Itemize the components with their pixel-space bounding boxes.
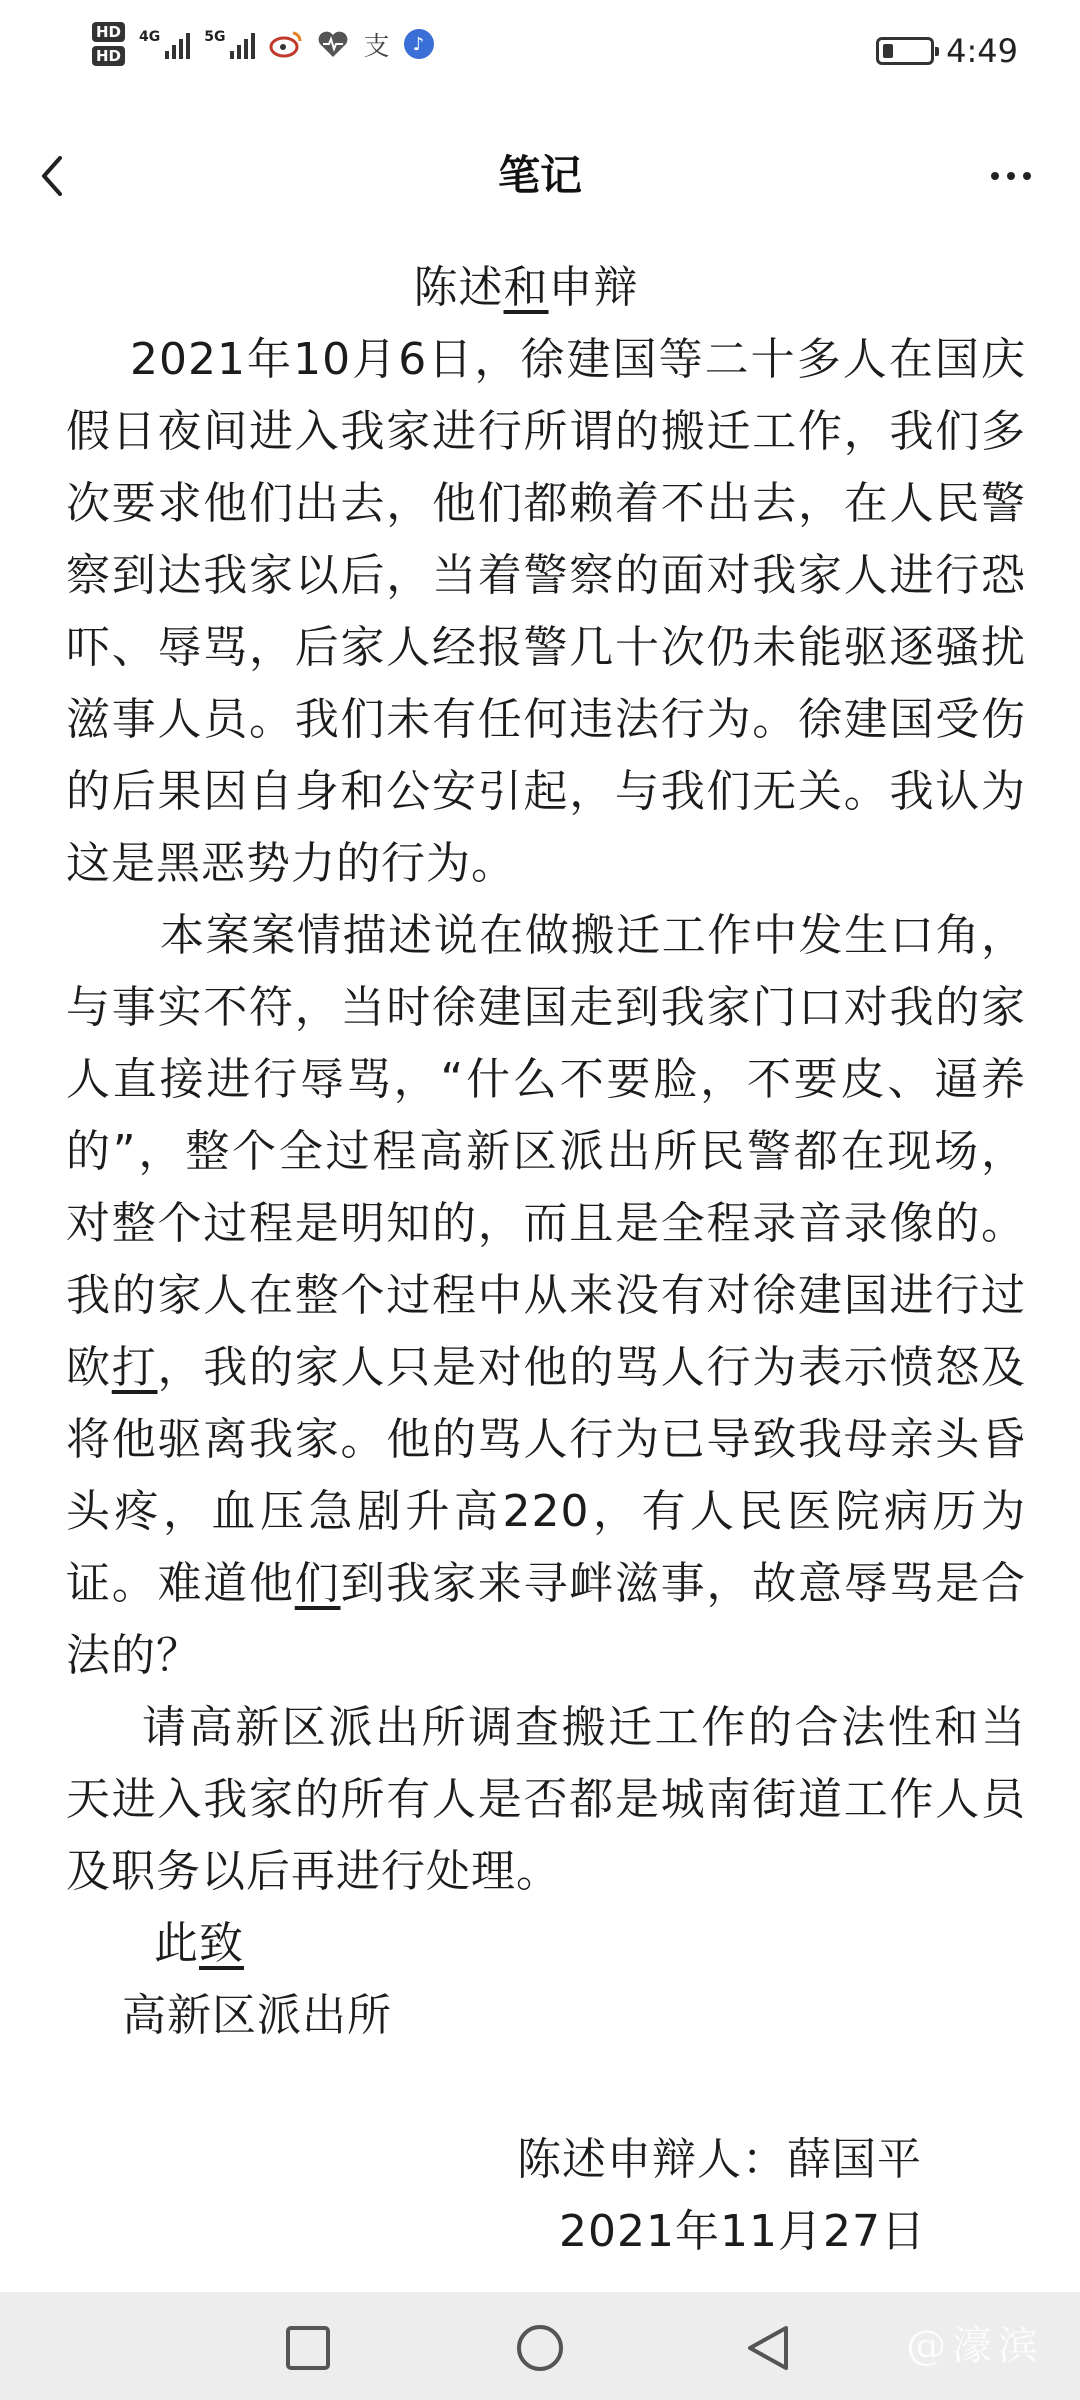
closing-part1: 此 xyxy=(154,1918,199,1969)
alipay-icon: 支 xyxy=(363,31,390,62)
paragraph-2-underlined-2: 们 xyxy=(294,1558,341,1609)
status-time: 4:49 xyxy=(946,32,1018,70)
paragraph-2-part2: ，我的家人只是对他的骂人行为表示愤怒及将他驱离我家。他的骂人行为已导致我母亲头昏头疼，血压急剧升高220，有人民医院病历为证。难道他 xyxy=(66,1342,1026,1609)
document-title-part1: 陈述 xyxy=(413,262,504,313)
recipient: 高新区派出所 xyxy=(122,1990,392,2041)
navigation-bar xyxy=(0,2292,1080,2400)
health-icon xyxy=(317,29,349,59)
paragraph-1: 2021年10月6日，徐建国等二十多人在国庆假日夜间进入我家进行所谓的搬迁工作，我们多次要求他们出去，他们都赖着不出去，在人民警察到达我家以后，当着警察的面对我家人进行恐吓、辱骂，后家人经报警几十次仍未能驱逐骚扰滋事人员。我们未有任何违法行为。徐建国受伤的后果因自身和公安引起，与我们无关。我认为这是黑恶势力的行为。 xyxy=(66,334,1026,889)
nav-back-button[interactable] xyxy=(740,2320,796,2376)
note-content[interactable] xyxy=(66,252,1026,2268)
hd-badge-1: HD xyxy=(92,22,125,42)
signal-5g-icon xyxy=(204,29,255,59)
watermark: @濠滨 xyxy=(906,2323,1044,2369)
square-recent-apps-icon xyxy=(280,2320,336,2376)
home-button[interactable] xyxy=(512,2320,568,2376)
document-title xyxy=(26,252,1026,324)
network-label-4g: 4G xyxy=(139,29,161,45)
status-bar xyxy=(0,0,1080,110)
app-bar xyxy=(0,128,1080,224)
status-icons-right xyxy=(876,32,1018,70)
battery-icon xyxy=(876,37,934,65)
recent-apps-button[interactable] xyxy=(280,2320,336,2376)
document-title-underlined: 和 xyxy=(503,262,549,313)
paragraph-2-underlined-1: 打 xyxy=(111,1342,158,1393)
sina-weibo-icon xyxy=(269,29,303,59)
paragraph-2-part1: 本案案情描述说在做搬迁工作中发生口角，与事实不符，当时徐建国走到我家门口对我的家人直接进行辱骂，“什么不要脸，不要皮、逼养的”，整个全过程高新区派出所民警都在现场，对整个过程是明知的，而且是全程录音录像的。我的家人在整个过程中从来没有对徐建国进行过欧 xyxy=(66,910,1026,1393)
hd-icon xyxy=(92,22,125,66)
network-label-5g: 5G xyxy=(204,29,226,45)
triangle-back-icon xyxy=(740,2320,796,2376)
hd-badge-2: HD xyxy=(92,46,125,66)
more-options-button[interactable] xyxy=(976,148,1046,204)
page-title: 笔记 xyxy=(497,151,582,200)
signature-date: 2021年11月27日 xyxy=(559,2206,926,2257)
paragraph-3: 请高新区派出所调查搬迁工作的合法性和当天进入我家的所有人是否都是城南街道工作人员及职务以后再进行处理。 xyxy=(66,1702,1026,1897)
document-title-part2: 申辩 xyxy=(548,262,639,313)
signature: 陈述申辩人：薛国平 xyxy=(517,2134,922,2185)
paragraph-2 xyxy=(66,900,1026,1692)
music-icon: ♪ xyxy=(404,29,434,59)
closing-salutation xyxy=(66,1908,1026,1980)
closing-underlined: 致 xyxy=(199,1918,244,1969)
paragraph-2-part3: 到我家来寻衅滋事，故意辱骂是合法的？ xyxy=(66,1558,1026,1681)
circle-home-icon xyxy=(512,2320,568,2376)
more-dots-icon xyxy=(991,172,999,180)
status-icons-left xyxy=(92,22,434,66)
signal-4g-icon xyxy=(139,29,190,59)
